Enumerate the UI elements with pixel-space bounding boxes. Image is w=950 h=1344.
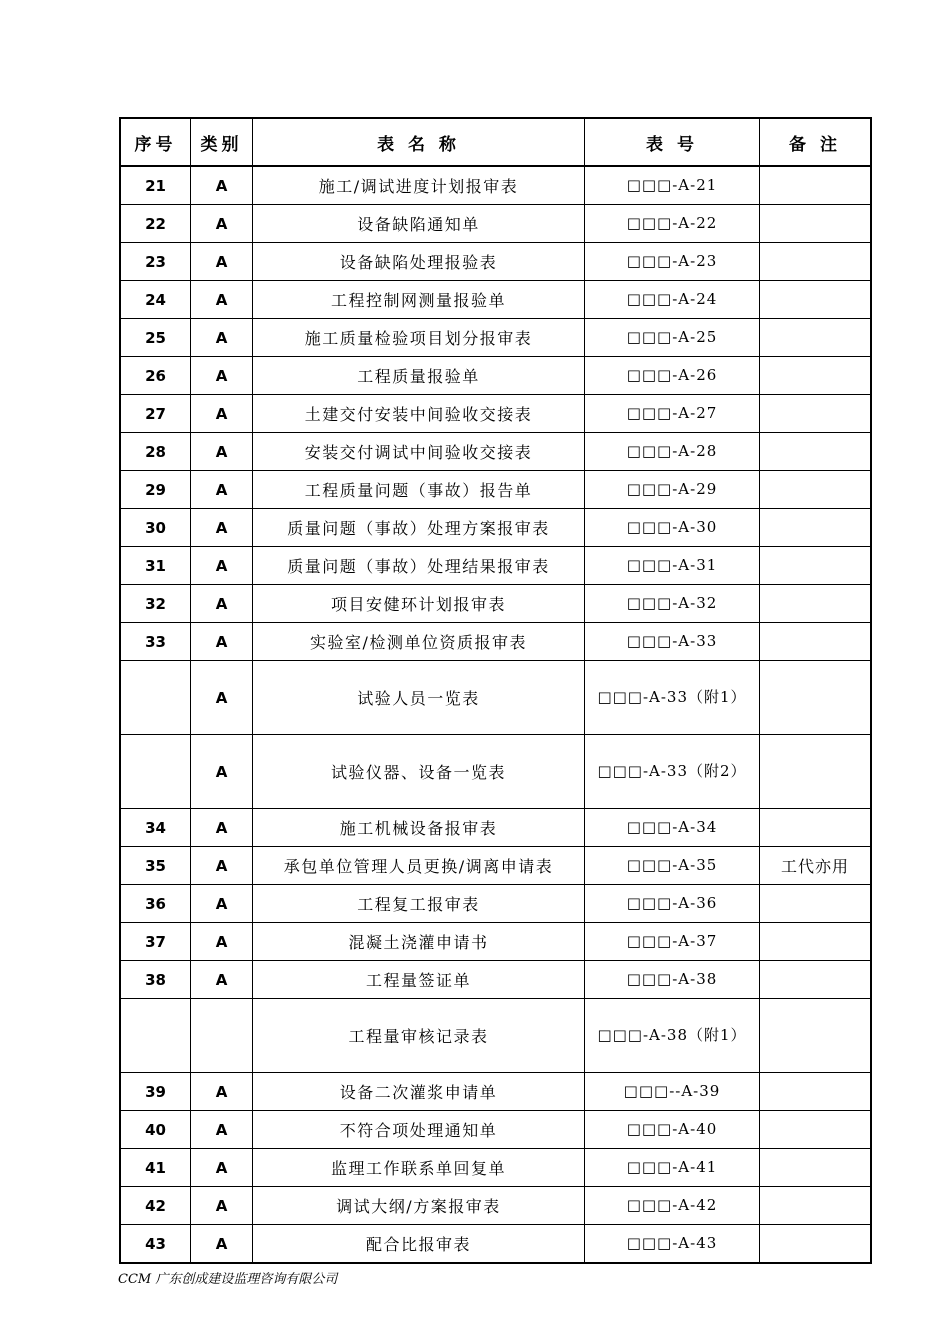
row-form-code: □□□-A-36: [585, 885, 760, 923]
row-number: 39: [121, 1073, 191, 1111]
row-number: 28: [121, 433, 191, 471]
row-note: [760, 661, 871, 735]
row-note: [760, 433, 871, 471]
table-row: [121, 1225, 871, 1263]
row-category: A: [191, 471, 253, 509]
row-category: A: [191, 395, 253, 433]
row-category: A: [191, 433, 253, 471]
table-row: [121, 166, 871, 205]
row-form-code: □□□-A-33: [585, 623, 760, 661]
row-number: [121, 735, 191, 809]
row-note: [760, 923, 871, 961]
row-form-code: □□□-A-22: [585, 205, 760, 243]
row-category: A: [191, 1225, 253, 1263]
row-category: A: [191, 623, 253, 661]
row-form-name: 实验室/检测单位资质报审表: [253, 623, 585, 661]
row-note: 工代亦用: [760, 847, 871, 885]
row-form-name: 设备缺陷处理报验表: [253, 243, 585, 281]
row-category: A: [191, 205, 253, 243]
row-form-name: 质量问题（事故）处理方案报审表: [253, 509, 585, 547]
row-number: 21: [121, 166, 191, 205]
row-note: [760, 1149, 871, 1187]
row-form-code: □□□-A-33（附2）: [585, 735, 760, 809]
table-row: [121, 547, 871, 585]
row-category: A: [191, 509, 253, 547]
row-form-name: 项目安健环计划报审表: [253, 585, 585, 623]
table-row: [121, 319, 871, 357]
row-form-name: 监理工作联系单回复单: [253, 1149, 585, 1187]
table-row: [121, 205, 871, 243]
table-row: [121, 585, 871, 623]
row-form-name: 安装交付调试中间验收交接表: [253, 433, 585, 471]
row-form-code: □□□-A-42: [585, 1187, 760, 1225]
row-number: 43: [121, 1225, 191, 1263]
row-form-name: 工程质量问题（事故）报告单: [253, 471, 585, 509]
header-code: 表 号: [585, 119, 760, 167]
row-number: 40: [121, 1111, 191, 1149]
row-form-code: □□□-A-37: [585, 923, 760, 961]
row-number: 42: [121, 1187, 191, 1225]
table-body: [121, 166, 871, 1263]
row-number: 34: [121, 809, 191, 847]
row-category: A: [191, 243, 253, 281]
row-number: 25: [121, 319, 191, 357]
row-form-code: □□□-A-41: [585, 1149, 760, 1187]
table-header-row: [121, 119, 871, 167]
row-form-code: □□□-A-30: [585, 509, 760, 547]
row-category: A: [191, 357, 253, 395]
row-form-name: 施工/调试进度计划报审表: [253, 166, 585, 205]
row-category: A: [191, 1187, 253, 1225]
row-note: [760, 281, 871, 319]
row-form-code: □□□-A-26: [585, 357, 760, 395]
row-form-code: □□□-A-33（附1）: [585, 661, 760, 735]
row-number: [121, 999, 191, 1073]
row-form-code: □□□-A-21: [585, 166, 760, 205]
row-form-name: 试验人员一览表: [253, 661, 585, 735]
row-number: 29: [121, 471, 191, 509]
header-note: 备 注: [760, 119, 871, 167]
table-row: [121, 999, 871, 1073]
row-category: A: [191, 961, 253, 999]
row-note: [760, 809, 871, 847]
row-category: A: [191, 585, 253, 623]
row-note: [760, 735, 871, 809]
row-note: [760, 585, 871, 623]
row-form-name: 试验仪器、设备一览表: [253, 735, 585, 809]
row-form-code: □□□-A-38（附1）: [585, 999, 760, 1073]
table-row: [121, 809, 871, 847]
row-form-name: 工程复工报审表: [253, 885, 585, 923]
row-form-code: □□□-A-43: [585, 1225, 760, 1263]
row-number: 27: [121, 395, 191, 433]
table-row: [121, 885, 871, 923]
row-note: [760, 509, 871, 547]
row-category: A: [191, 809, 253, 847]
row-form-code: □□□-A-35: [585, 847, 760, 885]
row-note: [760, 1073, 871, 1111]
row-number: 26: [121, 357, 191, 395]
row-category: A: [191, 661, 253, 735]
row-form-name: 工程量审核记录表: [253, 999, 585, 1073]
row-note: [760, 1187, 871, 1225]
row-number: 31: [121, 547, 191, 585]
row-category: A: [191, 281, 253, 319]
row-form-code: □□□-A-23: [585, 243, 760, 281]
row-form-name: 不符合项处理通知单: [253, 1111, 585, 1149]
table-row: [121, 623, 871, 661]
table-row: [121, 661, 871, 735]
forms-index-table: [120, 118, 871, 1263]
row-number: 37: [121, 923, 191, 961]
row-form-name: 设备二次灌浆申请单: [253, 1073, 585, 1111]
row-form-code: □□□-A-25: [585, 319, 760, 357]
table-row: [121, 243, 871, 281]
header-no: 序号: [121, 119, 191, 167]
table-row: [121, 433, 871, 471]
row-category: A: [191, 1149, 253, 1187]
row-number: 22: [121, 205, 191, 243]
row-category: A: [191, 847, 253, 885]
table-row: [121, 1187, 871, 1225]
row-note: [760, 1111, 871, 1149]
row-category: A: [191, 319, 253, 357]
table-row: [121, 395, 871, 433]
row-note: [760, 961, 871, 999]
row-number: 24: [121, 281, 191, 319]
row-form-name: 承包单位管理人员更换/调离申请表: [253, 847, 585, 885]
row-note: [760, 357, 871, 395]
row-form-code: □□□-A-32: [585, 585, 760, 623]
table-row: [121, 735, 871, 809]
table-row: [121, 509, 871, 547]
row-category: A: [191, 735, 253, 809]
footer-company: CCM 广东创成建设监理咨询有限公司: [118, 1272, 338, 1287]
table-row: [121, 1073, 871, 1111]
row-form-code: □□□-A-40: [585, 1111, 760, 1149]
row-note: [760, 395, 871, 433]
header-category: 类别: [191, 119, 253, 167]
table-row: [121, 471, 871, 509]
row-form-name: 土建交付安装中间验收交接表: [253, 395, 585, 433]
row-form-name: 施工机械设备报审表: [253, 809, 585, 847]
row-form-name: 质量问题（事故）处理结果报审表: [253, 547, 585, 585]
row-note: [760, 547, 871, 585]
row-form-name: 配合比报审表: [253, 1225, 585, 1263]
table-row: [121, 1111, 871, 1149]
row-note: [760, 885, 871, 923]
row-form-code: □□□-A-28: [585, 433, 760, 471]
header-name: 表 名 称: [253, 119, 585, 167]
row-form-code: □□□-A-24: [585, 281, 760, 319]
row-form-name: 混凝土浇灌申请书: [253, 923, 585, 961]
row-form-code: □□□--A-39: [585, 1073, 760, 1111]
table-row: [121, 1149, 871, 1187]
table-row: [121, 847, 871, 885]
row-form-name: 工程量签证单: [253, 961, 585, 999]
row-number: 38: [121, 961, 191, 999]
row-number: 30: [121, 509, 191, 547]
row-form-name: 调试大纲/方案报审表: [253, 1187, 585, 1225]
row-category: A: [191, 547, 253, 585]
row-form-name: 施工质量检验项目划分报审表: [253, 319, 585, 357]
row-category: [191, 999, 253, 1073]
row-category: A: [191, 166, 253, 205]
row-note: [760, 1225, 871, 1263]
table-row: [121, 961, 871, 999]
row-note: [760, 319, 871, 357]
row-form-code: □□□-A-38: [585, 961, 760, 999]
table-row: [121, 923, 871, 961]
table-row: [121, 281, 871, 319]
row-form-code: □□□-A-31: [585, 547, 760, 585]
row-form-name: 工程质量报验单: [253, 357, 585, 395]
row-number: 36: [121, 885, 191, 923]
row-note: [760, 999, 871, 1073]
row-number: 35: [121, 847, 191, 885]
row-note: [760, 243, 871, 281]
row-form-code: □□□-A-27: [585, 395, 760, 433]
row-form-code: □□□-A-29: [585, 471, 760, 509]
row-number: 23: [121, 243, 191, 281]
row-note: [760, 166, 871, 205]
row-number: 41: [121, 1149, 191, 1187]
row-form-name: 工程控制网测量报验单: [253, 281, 585, 319]
row-note: [760, 623, 871, 661]
row-category: A: [191, 885, 253, 923]
row-number: [121, 661, 191, 735]
row-category: A: [191, 1073, 253, 1111]
row-category: A: [191, 1111, 253, 1149]
table-row: [121, 357, 871, 395]
row-number: 33: [121, 623, 191, 661]
row-note: [760, 471, 871, 509]
row-category: A: [191, 923, 253, 961]
row-form-name: 设备缺陷通知单: [253, 205, 585, 243]
row-form-code: □□□-A-34: [585, 809, 760, 847]
row-number: 32: [121, 585, 191, 623]
row-note: [760, 205, 871, 243]
